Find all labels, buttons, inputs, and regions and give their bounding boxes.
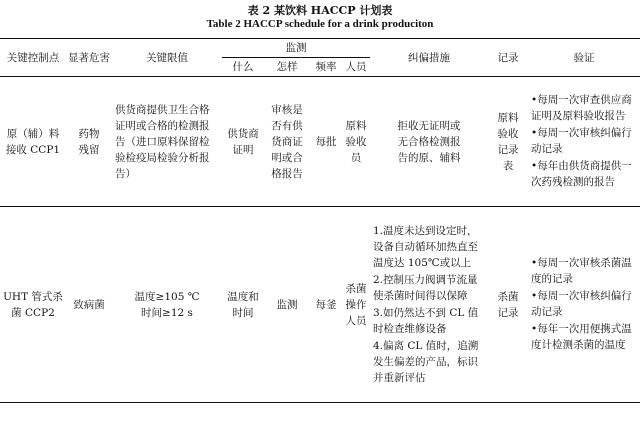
cell-hazard: 药物残留: [66, 77, 112, 207]
cell-verify: [528, 207, 640, 403]
list-item: •每周一次审核纠偏行动记录: [531, 290, 632, 318]
col-header-verify: 验证: [528, 39, 640, 77]
list-item: 4.偏离 CL 值时，追溯发生偏差的产品，标识并重新评估: [373, 339, 479, 384]
col-header-monitor: 监测: [222, 39, 370, 58]
cell-correct: 拒收无证明或无合格检测报告的原、辅料: [370, 77, 488, 207]
table-row: [0, 77, 640, 207]
col-header-limit: 关键限值: [112, 39, 222, 77]
list-item: •每周一次审核纠偏行动记录: [531, 127, 632, 155]
col-header-ccp: 关键控制点: [0, 39, 66, 77]
cell-record: 杀菌记录: [497, 290, 519, 319]
list-item: 2.控制压力阀调节流量使杀菌时间得以保障: [373, 273, 478, 302]
list-item: 3.如仍然达不到 CL 值时检查维修设备: [373, 306, 479, 335]
cell-limit: 供货商提供卫生合格证明或合格的检测报告（进口原料保留检验检疫局检验分析报告）: [112, 77, 222, 207]
cell-what: 供货商证明: [222, 77, 264, 207]
col-header-hazard: 显著危害: [66, 39, 112, 77]
table-row: [0, 207, 640, 403]
cell-verify: [528, 77, 640, 207]
col-header-how: 怎样: [264, 58, 310, 77]
col-header-freq: 频率: [310, 58, 342, 77]
table-caption-cn: 表 2 某饮料 HACCP 计划表: [247, 4, 393, 17]
cell-who: 杀菌操作人员: [345, 282, 367, 327]
cell-correct: [370, 207, 488, 403]
list-item: •每年由供货商提供一次药残检测的报告: [531, 160, 632, 188]
cell-freq: 每批: [310, 77, 342, 207]
cell-what: 温度和时间: [227, 290, 259, 319]
col-header-what: 什么: [222, 58, 264, 77]
header-row: [0, 39, 640, 58]
cell-how: 审核是否有供货商证明或合格报告: [264, 77, 310, 207]
cell-record: 原料验收记录表: [488, 77, 528, 207]
list-item: •每周一次审核杀菌温度的记录: [531, 257, 632, 285]
table-caption-en: Table 2 HACCP schedule for a drink produciton: [206, 18, 434, 30]
cell-limit: 温度≥105 ℃ 时间≥12 s: [134, 290, 200, 319]
col-header-who: 人员: [342, 58, 370, 77]
cell-ccp: 原（辅）料接收 CCP1: [0, 77, 66, 207]
list-item: •每年一次用便携式温度计检测杀菌的温度: [531, 323, 632, 351]
cell-ccp: UHT 管式杀菌 CCP2: [3, 290, 63, 319]
col-header-correct: 纠偏措施: [370, 39, 488, 77]
cell-freq: 每釜: [315, 298, 337, 311]
col-header-record: 记录: [488, 39, 528, 77]
cell-hazard: 致病菌: [73, 298, 105, 311]
list-item: 1.温度未达到设定时，设备自动循环加热直至温度达 105℃或以上: [373, 224, 478, 269]
haccp-table: [0, 38, 640, 403]
list-item: •每周一次审查供应商证明及原料验收报告: [531, 94, 632, 122]
cell-who: 原料验收员: [342, 77, 370, 207]
cell-how: 监测: [276, 298, 298, 311]
